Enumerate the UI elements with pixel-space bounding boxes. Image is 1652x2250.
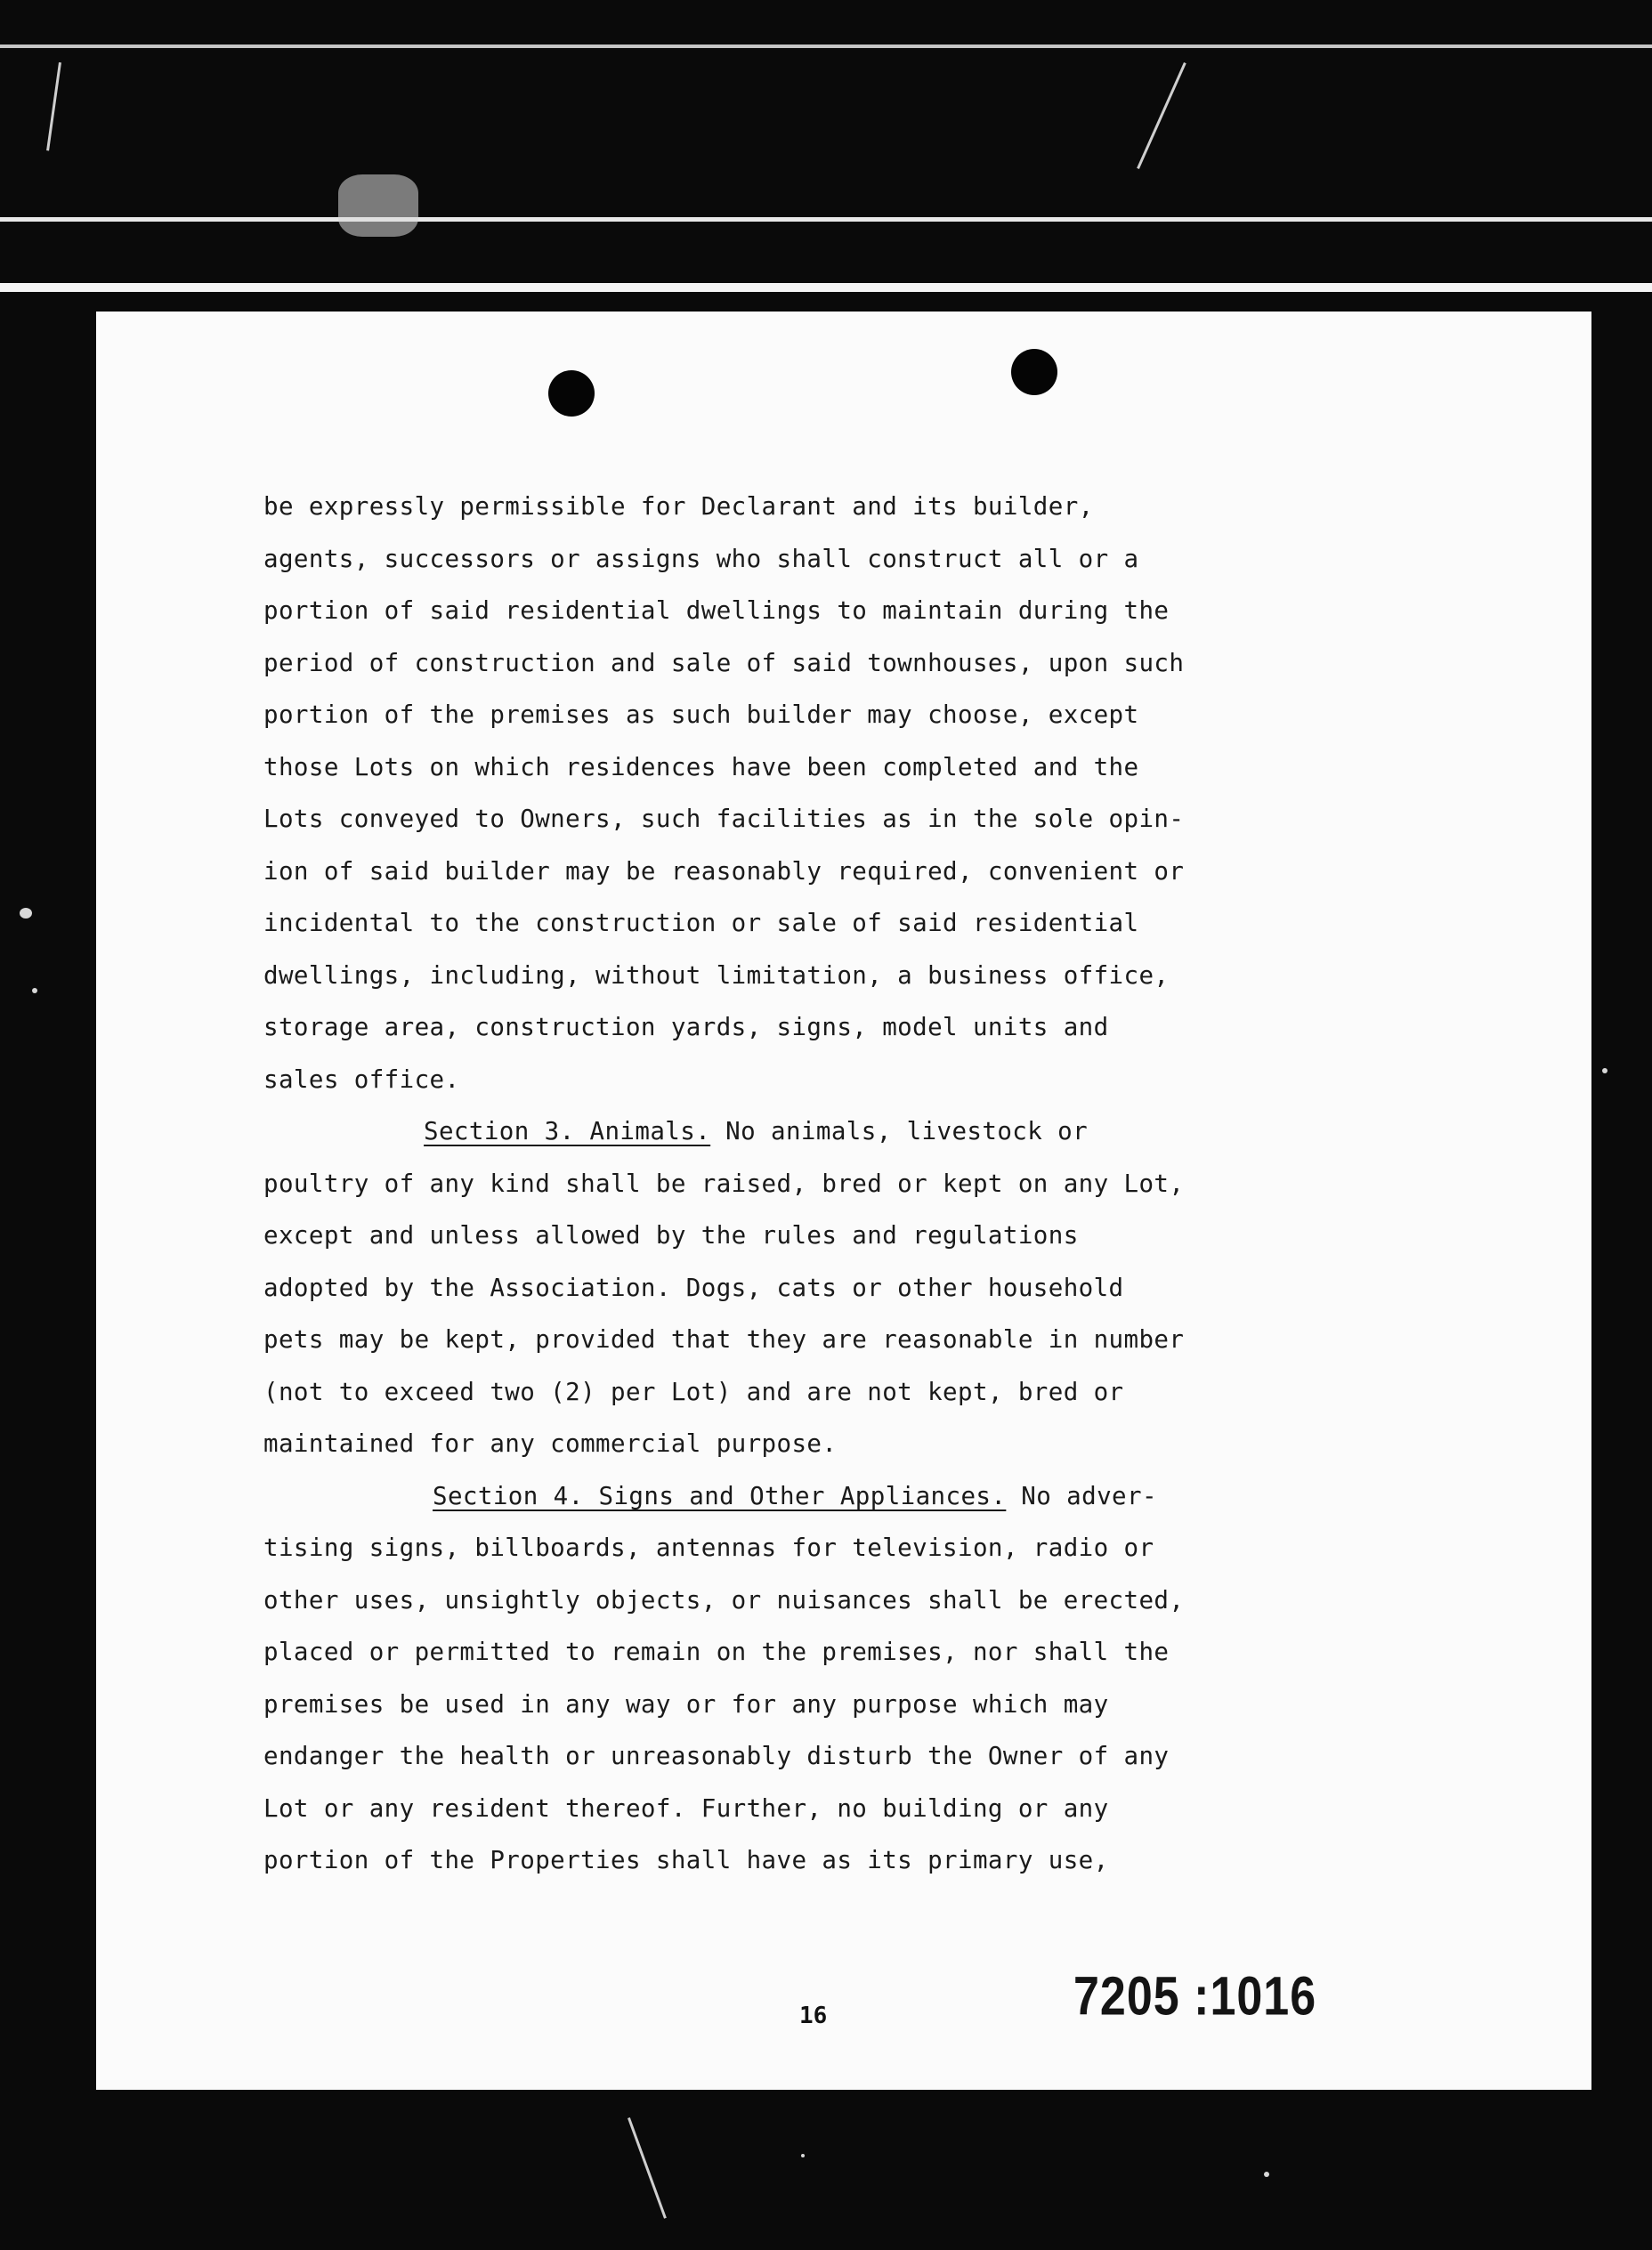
text-line: Lots conveyed to Owners, such facilities as in the sole opin- (263, 805, 1185, 833)
section-3-first-line (263, 1105, 1447, 1158)
text-line: endanger the health or unreasonably disturb the Owner of any (263, 1742, 1170, 1770)
scan-noise (32, 988, 37, 993)
text-line: incidental to the construction or sale of said residential (263, 909, 1139, 937)
section-3-lead-text: No animals, livestock or (710, 1117, 1089, 1145)
scan-artifact-line (0, 45, 1652, 48)
scan-scratch (1137, 62, 1186, 169)
text-line: pets may be kept, provided that they are reasonable in number (263, 1325, 1185, 1354)
text-line: poultry of any kind shall be raised, bred or kept on any Lot, (263, 1169, 1185, 1198)
text-line: other uses, unsightly objects, or nuisances shall be erected, (263, 1585, 1185, 1615)
text-line: tising signs, billboards, antennas for television, radio or (263, 1534, 1154, 1562)
text-line: period of construction and sale of said townhouses, upon such (263, 648, 1185, 677)
document-body (263, 481, 1447, 1887)
punch-hole (1011, 349, 1057, 395)
scan-scratch (628, 2117, 667, 2219)
scan-noise (338, 174, 418, 237)
punch-hole (548, 370, 595, 417)
section-3-heading: Section 3. Animals. (424, 1117, 711, 1145)
scan-noise (1264, 2172, 1269, 2177)
text-line: except and unless allowed by the rules and regulations (263, 1221, 1079, 1250)
text-line: be expressly permissible for Declarant and its builder, (263, 492, 1094, 521)
text-line: (not to exceed two (2) per Lot) and are not kept, bred or (263, 1377, 1124, 1406)
text-line: portion of said residential dwellings to maintain during the (263, 596, 1170, 625)
text-line: those Lots on which residences have been completed and the (263, 752, 1139, 781)
section-4-lead-text: No adver- (1006, 1481, 1157, 1510)
scan-noise (20, 908, 32, 919)
text-line: sales office. (263, 1064, 460, 1094)
scan-artifact-line (0, 283, 1652, 292)
scan-artifact-line (0, 217, 1652, 222)
text-line: dwellings, including, without limitation, a business office, (263, 960, 1170, 990)
text-line: agents, successors or assigns who shall construct all or a (263, 544, 1139, 573)
text-line: premises be used in any way or for any purpose which may (263, 1689, 1109, 1719)
text-line: storage area, construction yards, signs, model units and (263, 1013, 1109, 1041)
scan-scratch (46, 62, 61, 150)
scan-noise (801, 2154, 805, 2157)
scan-noise (1602, 1068, 1607, 1073)
text-line: placed or permitted to remain on the premises, nor shall the (263, 1638, 1170, 1666)
page-number: 16 (799, 2003, 828, 2029)
text-line: adopted by the Association. Dogs, cats or other household (263, 1273, 1124, 1302)
text-line: portion of the Properties shall have as its primary use, (263, 1846, 1109, 1874)
text-line: Lot or any resident thereof. Further, no building or any (263, 1793, 1109, 1823)
section-4-first-line (263, 1470, 1447, 1523)
document-paper (96, 312, 1591, 2090)
text-line: portion of the premises as such builder may choose, except (263, 700, 1139, 729)
recording-stamp-number: 7205 :1016 (1073, 1966, 1317, 2027)
text-line: ion of said builder may be reasonably required, convenient or (263, 856, 1185, 886)
section-4-heading: Section 4. Signs and Other Appliances. (433, 1481, 1007, 1510)
text-line: maintained for any commercial purpose. (263, 1429, 838, 1458)
